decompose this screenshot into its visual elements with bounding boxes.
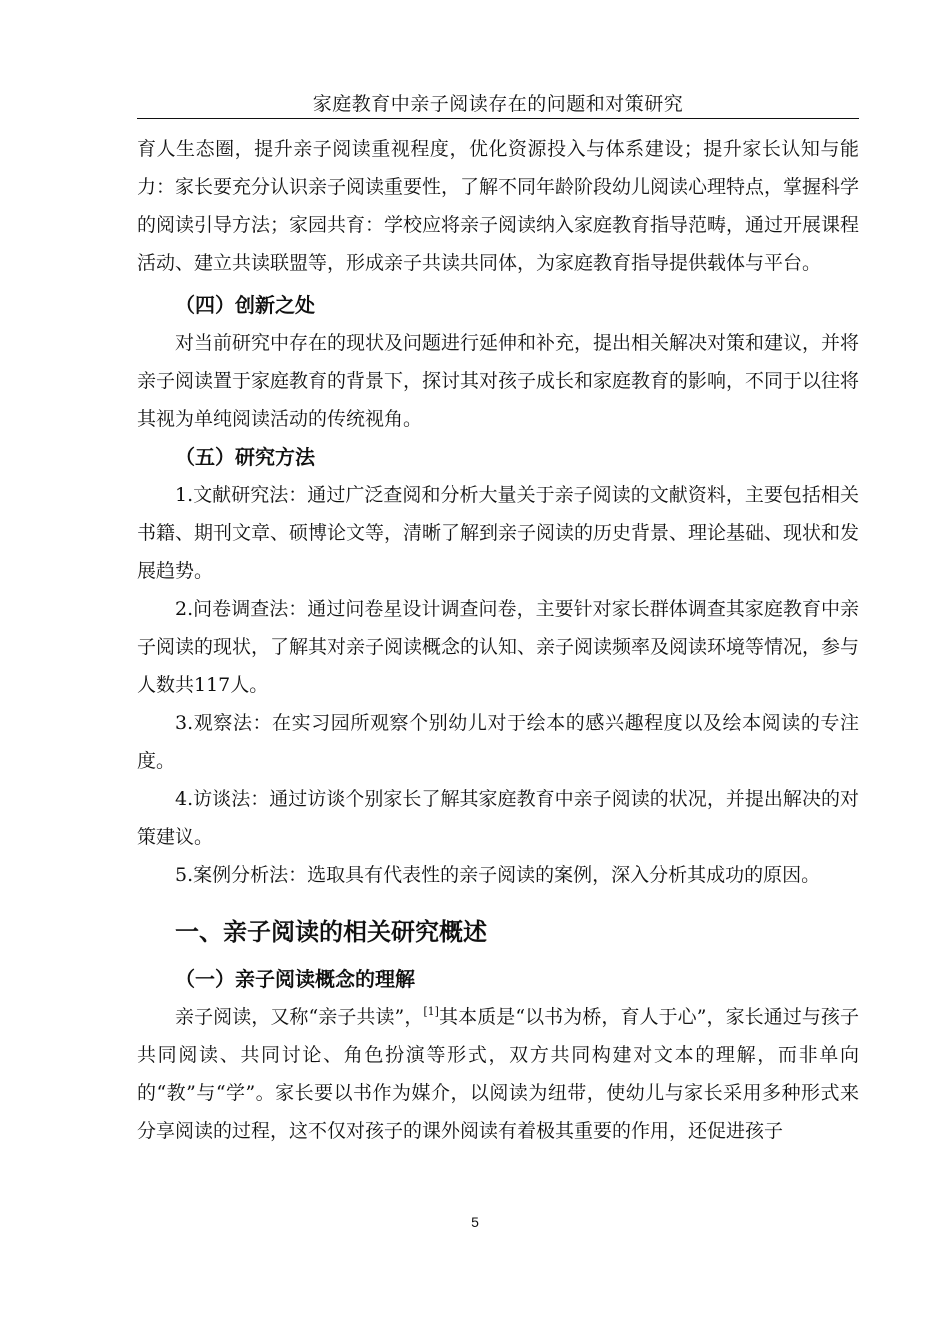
header-rule — [137, 118, 859, 119]
method-questionnaire: 2.问卷调查法：通过问卷星设计调查问卷，主要针对家长群体调查其家庭教育中亲子阅读的现状，了解其对亲子阅读概念的认知、亲子阅读频率及阅读环境等情况，参与人数共117人。 — [137, 598, 860, 696]
continued-paragraph: 育人生态圈，提升亲子阅读重视程度，优化资源投入与体系建设；提升家长认知与能力：家长要充分认识亲子阅读重要性，了解不同年龄阶段幼儿阅读心理特点，掌握科学的阅读引导方法；家园共育：学校应将亲子阅读纳入家庭教育指导范畴，通过开展课程活动、建立共读联盟等，形成亲子共读共同体，为家庭教育指导提供载体与平台。 — [137, 138, 860, 274]
method-literature: 1.文献研究法：通过广泛查阅和分析大量关于亲子阅读的文献资料，主要包括相关书籍、期刊文章、硕博论文等，清晰了解到亲子阅读的历史背景、理论基础、现状和发展趋势。 — [137, 484, 860, 582]
page-number: 5 — [471, 1214, 479, 1230]
heading-concept: （一）亲子阅读概念的理解 — [175, 967, 415, 991]
method-observation: 3.观察法：在实习园所观察个别幼儿对于绘本的感兴趣程度以及绘本阅读的专注度。 — [137, 712, 859, 772]
method-interview: 4.访谈法：通过访谈个别家长了解其家庭教育中亲子阅读的状况，并提出解决的对策建议。 — [137, 788, 859, 848]
innovation-paragraph: 对当前研究中存在的现状及问题进行延伸和补充，提出相关解决对策和建议，并将亲子阅读置于家庭教育的背景下，探讨其对孩子成长和家庭教育的影响，不同于以往将其视为单纯阅读活动的传统视角。 — [137, 332, 860, 430]
citation-reference[interactable]: [1] — [423, 1005, 439, 1018]
section-heading-overview: 一、亲子阅读的相关研究概述 — [175, 918, 487, 946]
method-case-analysis: 5.案例分析法：选取具有代表性的亲子阅读的案例，深入分析其成功的原因。 — [175, 864, 821, 886]
concept-paragraph — [137, 998, 859, 1150]
concept-text-start: 亲子阅读，又称“亲子共读”， — [175, 1006, 424, 1028]
concept-text-rest: 其本质是“以书为桥，育人于心”，家长通过与孩子共同阅读、共同讨论、角色扮演等形式，双方共同构建对文本的理解，而非单向的“教”与“学”。家长要以书作为媒介，以阅读为纽带，使幼儿与家长采用多种形式来分享阅读的过程，这不仅对孩子的课外阅读有着极其重要的作用，还促进孩子 — [137, 1006, 859, 1142]
running-header: 家庭教育中亲子阅读存在的问题和对策研究 — [312, 93, 684, 115]
page-body — [137, 126, 859, 1150]
heading-research-methods: （五）研究方法 — [175, 445, 315, 469]
heading-innovation: （四）创新之处 — [175, 293, 315, 317]
